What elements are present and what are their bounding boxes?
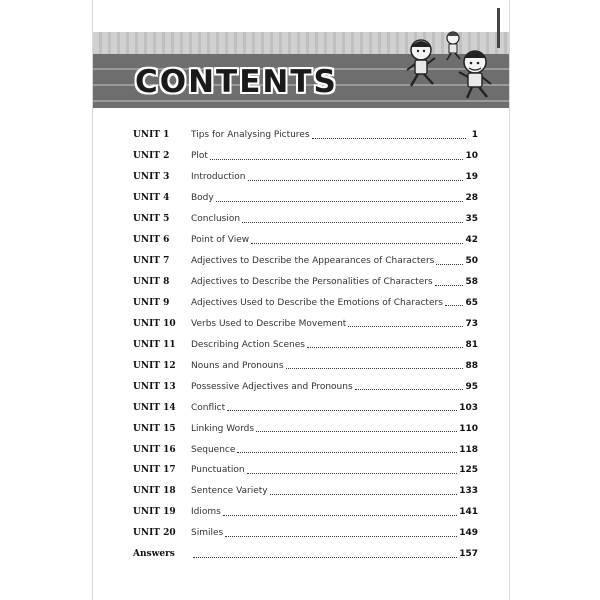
toc-unit-label: UNIT 12 xyxy=(133,360,176,371)
toc-unit-label: UNIT 19 xyxy=(133,507,176,518)
toc-unit-label: UNIT 16 xyxy=(133,444,176,455)
dot-leader xyxy=(355,389,464,390)
toc-unit-label: Answers xyxy=(133,549,175,560)
toc-unit-label: UNIT 8 xyxy=(133,277,170,288)
toc-row xyxy=(133,188,478,209)
toc-entry-title: Point of View xyxy=(191,235,250,246)
dot-leader xyxy=(312,138,466,139)
dot-leader xyxy=(307,347,463,348)
toc-entry-title: Linking Words xyxy=(191,423,255,434)
table-of-contents xyxy=(133,125,478,565)
toc-row xyxy=(133,313,478,334)
toc-page-number: 42 xyxy=(465,235,478,246)
toc-row xyxy=(133,209,478,230)
toc-entry-title: Tips for Analysing Pictures xyxy=(191,130,310,141)
toc-row xyxy=(133,544,478,565)
toc-entry-title: Conflict xyxy=(191,402,226,413)
toc-page-number: 88 xyxy=(465,360,478,371)
toc-page-number: 81 xyxy=(465,339,478,350)
toc-unit-label: UNIT 2 xyxy=(133,151,170,162)
dot-leader xyxy=(225,536,457,537)
toc-entry-title: Similes xyxy=(191,528,224,539)
dot-leader xyxy=(248,180,464,181)
toc-page-number: 10 xyxy=(465,151,478,162)
toc-unit-label: UNIT 17 xyxy=(133,465,176,476)
page-title: CONTENTS xyxy=(135,64,338,100)
toc-row xyxy=(133,125,478,146)
toc-page-number: 125 xyxy=(459,465,478,476)
toc-row xyxy=(133,460,478,481)
toc-page-number: 35 xyxy=(465,214,478,225)
toc-page-number: 73 xyxy=(465,318,478,329)
dot-leader xyxy=(256,431,457,432)
dot-leader xyxy=(436,264,463,265)
dot-leader xyxy=(242,222,463,223)
toc-unit-label: UNIT 18 xyxy=(133,486,176,497)
dot-leader xyxy=(286,368,464,369)
toc-page-number: 50 xyxy=(465,256,478,267)
toc-page-number: 157 xyxy=(459,549,478,560)
dot-leader xyxy=(247,473,458,474)
toc-unit-label: UNIT 13 xyxy=(133,381,176,392)
toc-entry-title: Nouns and Pronouns xyxy=(191,360,284,371)
toc-row xyxy=(133,418,478,439)
toc-row xyxy=(133,439,478,460)
dot-leader xyxy=(348,326,463,327)
toc-row xyxy=(133,523,478,544)
toc-row xyxy=(133,272,478,293)
toc-page-number: 133 xyxy=(459,486,478,497)
toc-entry-title: Punctuation xyxy=(191,465,245,476)
dot-leader xyxy=(270,494,458,495)
dot-leader xyxy=(193,557,457,558)
dot-leader xyxy=(223,515,457,516)
toc-row xyxy=(133,230,478,251)
toc-unit-label: UNIT 14 xyxy=(133,402,176,413)
dot-leader xyxy=(445,305,464,306)
toc-page-number: 58 xyxy=(465,277,478,288)
toc-unit-label: UNIT 7 xyxy=(133,256,170,267)
toc-unit-label: UNIT 1 xyxy=(133,130,170,141)
toc-unit-label: UNIT 11 xyxy=(133,339,176,350)
toc-row xyxy=(133,167,478,188)
toc-entry-title: Adjectives to Describe the Personalities of Characters xyxy=(191,277,433,288)
toc-entry-title: Body xyxy=(191,193,214,204)
dot-leader xyxy=(251,243,463,244)
toc-page-number: 141 xyxy=(459,507,478,518)
toc-entry-title: Introduction xyxy=(191,172,246,183)
toc-page-number: 110 xyxy=(459,423,478,434)
toc-unit-label: UNIT 10 xyxy=(133,318,176,329)
running-boy-illustration xyxy=(459,51,491,98)
toc-entry-title: Adjectives Used to Describe the Emotions of Characters xyxy=(191,297,443,308)
toc-entry-title: Plot xyxy=(191,151,208,162)
toc-page-number: 19 xyxy=(465,172,478,183)
toc-entry-title: Sentence Variety xyxy=(191,486,268,497)
toc-page-number: 118 xyxy=(459,444,478,455)
toc-page-number: 149 xyxy=(459,528,478,539)
toc-row xyxy=(133,355,478,376)
dot-leader xyxy=(216,201,464,202)
toc-row xyxy=(133,481,478,502)
toc-unit-label: UNIT 9 xyxy=(133,297,170,308)
toc-entry-title: Possessive Adjectives and Pronouns xyxy=(191,381,353,392)
toc-entry-title: Conclusion xyxy=(191,214,241,225)
toc-page-number: 28 xyxy=(465,193,478,204)
toc-entry-title: Sequence xyxy=(191,444,236,455)
dot-leader xyxy=(210,159,464,160)
toc-unit-label: UNIT 6 xyxy=(133,235,170,246)
toc-entry-title: Idioms xyxy=(191,507,221,518)
running-kids-illustration xyxy=(363,2,509,102)
toc-unit-label: UNIT 3 xyxy=(133,172,170,183)
toc-row xyxy=(133,502,478,523)
header-banner xyxy=(93,0,509,108)
toc-unit-label: UNIT 4 xyxy=(133,193,170,204)
toc-row xyxy=(133,334,478,355)
toc-row xyxy=(133,397,478,418)
toc-page-number: 103 xyxy=(459,402,478,413)
toc-entry-title: Verbs Used to Describe Movement xyxy=(191,318,347,329)
book-page xyxy=(92,0,510,600)
running-boy-illustration xyxy=(407,40,435,86)
toc-row xyxy=(133,293,478,314)
running-girl-illustration xyxy=(447,32,460,60)
toc-page-number: 1 xyxy=(471,130,478,141)
dot-leader xyxy=(435,285,464,286)
toc-row xyxy=(133,376,478,397)
dot-leader xyxy=(227,410,457,411)
toc-unit-label: UNIT 20 xyxy=(133,528,176,539)
toc-entry-title: Describing Action Scenes xyxy=(191,339,305,350)
toc-page-number: 95 xyxy=(465,381,478,392)
toc-page-number: 65 xyxy=(465,297,478,308)
toc-entry-title: Adjectives to Describe the Appearances of Characters xyxy=(191,256,435,267)
toc-row xyxy=(133,146,478,167)
dot-leader xyxy=(237,452,457,453)
toc-unit-label: UNIT 15 xyxy=(133,423,176,434)
toc-row xyxy=(133,251,478,272)
toc-unit-label: UNIT 5 xyxy=(133,214,170,225)
